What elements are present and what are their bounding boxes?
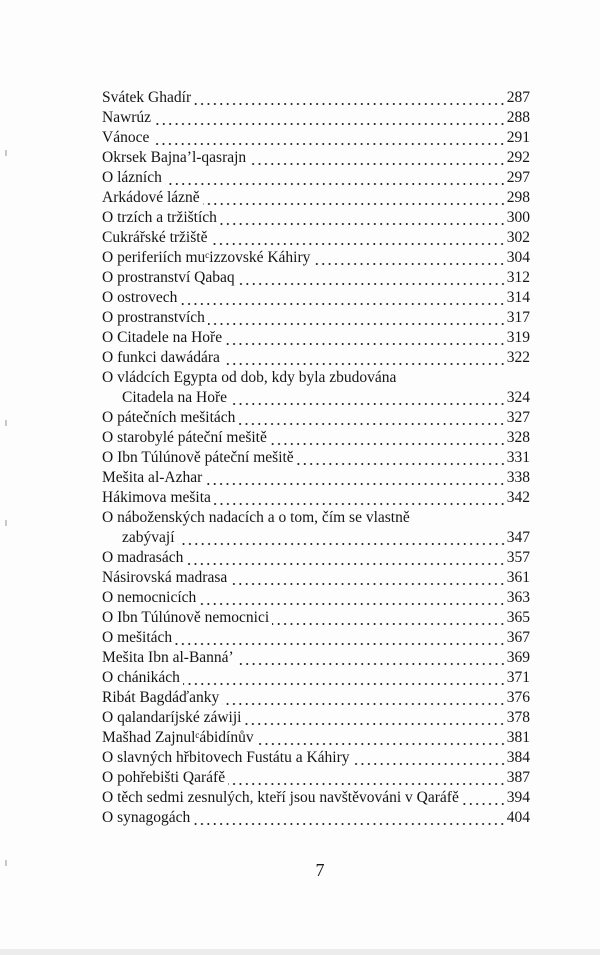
dot-leader [244,708,505,728]
dot-leader [180,288,505,308]
dot-leader [238,408,505,428]
toc-entry-title: Mešita Ibn al-Banná’ [102,649,234,666]
toc-entry-page: 304 [506,249,530,266]
toc-entry [102,628,530,648]
dot-leader [257,728,506,748]
toc-entry [102,228,530,248]
toc-entry-title: O těch sedmi zesnulých, kteří jsou navštěvováni v Qaráfě [102,789,459,806]
toc-entry-page: 328 [506,429,530,446]
toc-entry-page: 361 [506,569,530,586]
toc-entry-page: 347 [506,529,530,546]
toc-entry [102,148,530,168]
toc-entry-page: 292 [506,149,530,166]
toc-entry-page: 363 [506,589,530,606]
dot-leader [175,628,506,648]
toc-entry-page: 381 [506,729,530,746]
dot-leader [272,608,506,628]
toc-entry [102,408,530,428]
toc-entry-page: 384 [506,749,530,766]
dot-leader [225,328,506,348]
toc-entry [102,248,530,268]
toc-entry-title: zabývají [122,529,175,546]
dot-leader [353,748,506,768]
toc-entry-title: O ostrovech [102,289,178,306]
toc-entry-title: O vládcích Egypta od dob, kdy byla zbudována [102,369,397,386]
toc-entry-title: O pátečních mešitách [102,409,236,426]
toc-entry-title: O pohřebišti Qaráfě [102,769,226,786]
toc-entry [102,428,530,448]
dot-leader [208,308,506,328]
toc-entry [102,348,530,368]
dot-leader [270,428,506,448]
toc-entry-page: 317 [506,309,530,326]
dot-leader [313,248,505,268]
table-of-contents [102,88,530,828]
toc-entry-title: Mašhad Zajnulᶜábidínův [102,729,254,746]
toc-entry-page: 300 [506,209,530,226]
toc-entry-page: 298 [506,189,530,206]
toc-entry [102,748,530,768]
toc-entry-title: O Ibn Túlúnově páteční mešitě [102,449,294,466]
toc-entry-title: O prostranství Qabaq [102,269,235,286]
toc-entry [102,448,530,468]
toc-entry-title: Svátek Ghadír [102,89,192,106]
toc-entry [102,168,530,188]
toc-entry [102,588,530,608]
toc-entry [102,548,530,568]
toc-entry-title: Vánoce [102,129,150,146]
dot-leader [186,548,505,568]
dot-leader [194,88,506,108]
toc-entry [102,208,530,228]
toc-entry [102,788,530,808]
toc-entry-page: 322 [506,349,530,366]
page-number: 7 [315,860,325,880]
toc-entry-title: O nemocnicích [102,589,197,606]
toc-entry-title: O trzích a tržištích [102,209,217,226]
toc-entry-title: O prostranstvích [102,309,205,326]
toc-entry [102,608,530,628]
toc-entry-page: 319 [506,329,530,346]
dot-leader [203,188,506,208]
scan-speck [5,150,7,156]
dot-leader [154,108,506,128]
dot-leader [214,488,506,508]
toc-entry [102,808,530,828]
dot-leader [183,668,506,688]
toc-entry-page: 302 [506,229,530,246]
toc-entry-page: 338 [506,469,530,486]
toc-entry [102,268,530,288]
scan-speck [5,860,7,866]
toc-entry-page: 324 [506,389,530,406]
toc-entry-page: 331 [506,449,530,466]
toc-entry [102,368,530,388]
toc-entry-page: 312 [506,269,530,286]
dot-leader [210,228,505,248]
toc-entry-page: 387 [506,769,530,786]
toc-entry [102,648,530,668]
scan-speck [5,520,7,526]
toc-entry-title: Arkádové lázně [102,189,200,206]
toc-entry-title: O qalandaríjské záwiji [102,709,242,726]
toc-entry [102,128,530,148]
toc-entry-title: O starobylé páteční mešitě [102,429,267,446]
toc-entry-page: 365 [506,609,530,626]
dot-leader [165,168,506,188]
dot-leader [297,448,506,468]
dot-leader [237,648,506,668]
dot-leader [223,348,506,368]
toc-entry-title: O náboženských nadacích a o tom, čím se vlastně [102,509,410,526]
dot-leader [152,128,505,148]
toc-entry [102,468,530,488]
toc-entry [102,528,530,548]
dot-leader [199,588,505,608]
toc-entry-page: 288 [506,109,530,126]
toc-entry-title: O Citadele na Hoře [102,329,223,346]
toc-entry-title: O madrasách [102,549,184,566]
toc-entry [102,568,530,588]
dot-leader [222,688,506,708]
toc-entry [102,768,530,788]
dot-leader [205,468,505,488]
toc-entry-page: 404 [506,809,530,826]
toc-entry [102,88,530,108]
toc-entry-title: Ribát Bagdáďanky [102,689,220,706]
scan-speck [5,420,7,426]
toc-entry-page: 291 [506,129,530,146]
toc-entry [102,708,530,728]
toc-entry-page: 367 [506,629,530,646]
toc-entry-page: 357 [506,549,530,566]
toc-entry-page: 369 [506,649,530,666]
dot-leader [220,208,506,228]
toc-entry [102,668,530,688]
toc-entry-page: 376 [506,689,530,706]
toc-entry-title: Okrsek Bajna’l-qasrajn [102,149,247,166]
scan-edge [0,949,600,955]
toc-entry-title: O funkci dawádára [102,349,220,366]
toc-entry [102,288,530,308]
toc-entry-page: 371 [506,669,530,686]
toc-entry-title: Nawrúz [102,109,152,126]
toc-entry-title: Hákimova mešita [102,489,211,506]
dot-leader [462,788,506,808]
toc-entry [102,728,530,748]
dot-leader [228,768,506,788]
toc-entry-page: 297 [506,169,530,186]
toc-entry-page: 378 [506,709,530,726]
toc-entry-page: 287 [506,89,530,106]
toc-entry-title: O Ibn Túlúnově nemocnici [102,609,270,626]
toc-entry-page: 394 [506,789,530,806]
toc-entry-title: Mešita al-Azhar [102,469,203,486]
toc-entry [102,308,530,328]
toc-entry-page: 327 [506,409,530,426]
toc-entry-title: Citadela na Hoře [122,389,228,406]
dot-leader [230,388,506,408]
toc-entry [102,488,530,508]
dot-leader [178,528,506,548]
toc-entry [102,508,530,528]
dot-leader [193,808,506,828]
toc-entry-title: Násirovská madrasa [102,569,228,586]
toc-entry-page: 342 [506,489,530,506]
toc-entry [102,688,530,708]
toc-entry-title: O mešitách [102,629,173,646]
toc-entry [102,388,530,408]
toc-entry-title: O periferiích muᶜizzovské Káhiry [102,249,311,266]
toc-entry-page: 314 [506,289,530,306]
toc-entry-title: O synagogách [102,809,191,826]
dot-leader [249,148,506,168]
toc-entry [102,328,530,348]
toc-entry-title: O chánikách [102,669,180,686]
toc-entry [102,108,530,128]
dot-leader [238,268,506,288]
toc-entry-title: O lázních [102,169,162,186]
toc-entry-title: Cukrářské tržiště [102,229,208,246]
toc-entry-title: O slavných hřbitovech Fustátu a Káhiry [102,749,350,766]
dot-leader [230,568,506,588]
toc-entry [102,188,530,208]
